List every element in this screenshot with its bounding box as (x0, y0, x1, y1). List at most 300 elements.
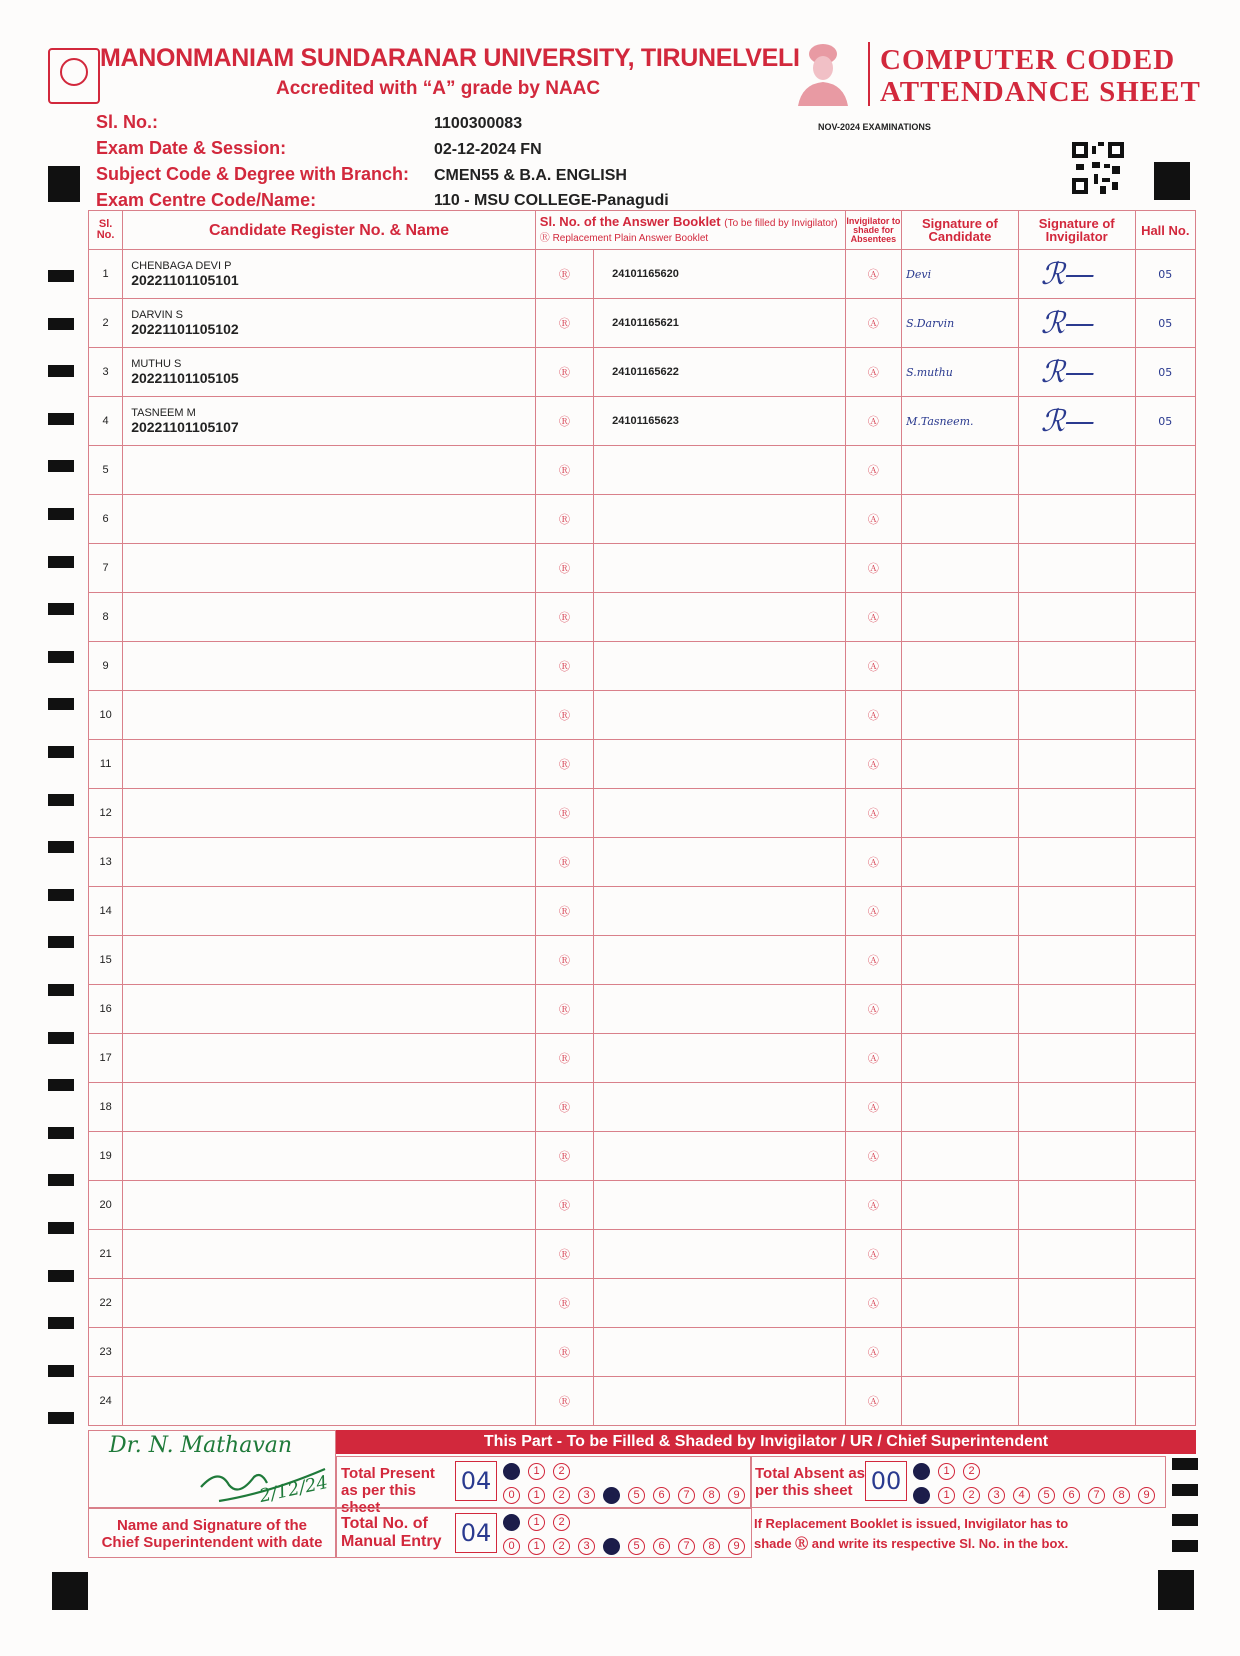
candidate-cell (123, 936, 536, 985)
timing-tick (48, 270, 74, 282)
replacement-bubble[interactable]: Ⓡ (535, 593, 593, 642)
timing-tick (48, 794, 74, 806)
answer-booklet-no[interactable]: 24101165623 (594, 397, 846, 446)
digit-bubble[interactable]: 8 (703, 1487, 720, 1504)
candidate-signature (902, 887, 1019, 936)
hall-no (1135, 1034, 1195, 1083)
answer-booklet-no[interactable] (594, 838, 846, 887)
row-sl-no: 18 (89, 1083, 123, 1132)
timing-tick (48, 556, 74, 568)
absent-bubble[interactable]: Ⓐ (845, 1034, 901, 1083)
answer-booklet-no[interactable] (594, 691, 846, 740)
header-hall: Hall No. (1135, 211, 1195, 250)
timing-tick (48, 1127, 74, 1139)
chief-handwritten-name: Dr. N. Mathavan (109, 1433, 293, 1458)
digit-bubble[interactable]: 7 (678, 1487, 695, 1504)
manual-entry-value: 04 (455, 1513, 497, 1553)
header-divider (868, 42, 870, 106)
candidate-cell (123, 446, 536, 495)
invigilator-signature (1018, 740, 1135, 789)
answer-booklet-no[interactable] (594, 740, 846, 789)
table-row (89, 348, 1196, 397)
absent-bubble[interactable]: Ⓐ (845, 397, 901, 446)
total-present-label: Total Present as per this sheet (341, 1465, 435, 1516)
hall-no (1135, 495, 1195, 544)
timing-tick (48, 1412, 74, 1424)
absent-bubble[interactable]: Ⓐ (845, 1083, 901, 1132)
timing-tick (48, 841, 74, 853)
candidate-register-no: 20221101105102 (131, 321, 239, 337)
hall-no (1135, 887, 1195, 936)
hall-no (1135, 838, 1195, 887)
absent-bubble[interactable]: Ⓐ (845, 789, 901, 838)
candidate-cell (123, 299, 536, 348)
candidate-signature (902, 1377, 1019, 1426)
replacement-bubble[interactable]: Ⓡ (535, 642, 593, 691)
alignment-mark (1158, 1570, 1194, 1610)
timing-tick (1172, 1540, 1198, 1552)
digit-bubble[interactable]: 0 (913, 1463, 930, 1480)
replacement-bubble[interactable]: Ⓡ (535, 1132, 593, 1181)
attendance-table (88, 210, 1196, 1426)
table-row (89, 789, 1196, 838)
answer-booklet-no[interactable]: 24101165620 (594, 250, 846, 299)
timing-tick (48, 1270, 74, 1282)
hall-no (1135, 789, 1195, 838)
absent-bubble[interactable]: Ⓐ (845, 495, 901, 544)
timing-tick (48, 936, 74, 948)
row-sl-no: 6 (89, 495, 123, 544)
candidate-signature (902, 936, 1019, 985)
absent-bubble[interactable]: Ⓐ (845, 348, 901, 397)
digit-bubble[interactable]: 6 (653, 1538, 670, 1555)
field-value-subject-code: CMEN55 & B.A. ENGLISH (434, 167, 627, 184)
exam-session-note: NOV-2024 EXAMINATIONS (818, 122, 931, 132)
digit-bubble[interactable]: 0 (503, 1514, 520, 1531)
invigilator-signature: ℛ— (1018, 397, 1135, 446)
total-present-tens-bubbles[interactable] (503, 1461, 578, 1480)
invigilator-signature: ℛ— (1018, 348, 1135, 397)
hall-no (1135, 1279, 1195, 1328)
replacement-bubble[interactable]: Ⓡ (535, 691, 593, 740)
absent-bubble[interactable]: Ⓐ (845, 936, 901, 985)
candidate-cell (123, 397, 536, 446)
replacement-bubble[interactable]: Ⓡ (535, 544, 593, 593)
absent-bubble[interactable]: Ⓐ (845, 691, 901, 740)
timing-tick (1172, 1458, 1198, 1470)
digit-bubble[interactable]: 2 (553, 1487, 570, 1504)
invigilator-signature (1018, 593, 1135, 642)
sheet-title (880, 44, 1201, 108)
digit-bubble[interactable]: 4 (1013, 1487, 1030, 1504)
candidate-signature (902, 985, 1019, 1034)
digit-bubble[interactable]: 5 (628, 1487, 645, 1504)
total-absent-label: Total Absent as per this sheet (755, 1465, 866, 1499)
manual-entry-units-bubbles[interactable] (503, 1536, 753, 1555)
replacement-bubble[interactable]: Ⓡ (535, 1279, 593, 1328)
absent-bubble[interactable]: Ⓐ (845, 1377, 901, 1426)
candidate-cell (123, 1181, 536, 1230)
candidate-register-no: 20221101105107 (131, 419, 239, 435)
total-absent-tens-bubbles[interactable] (913, 1461, 988, 1480)
table-row (89, 250, 1196, 299)
answer-booklet-no[interactable] (594, 642, 846, 691)
replacement-bubble[interactable]: Ⓡ (535, 495, 593, 544)
hall-no (1135, 642, 1195, 691)
header-booklet-main: Sl. No. of the Answer Booklet (539, 214, 721, 229)
hall-no: 05 (1135, 348, 1195, 397)
candidate-register-no: 20221101105101 (131, 272, 239, 288)
invigilator-signature (1018, 1034, 1135, 1083)
digit-bubble[interactable]: 1 (528, 1514, 545, 1531)
invigilator-signature (1018, 544, 1135, 593)
absent-bubble[interactable]: Ⓐ (845, 593, 901, 642)
replacement-bubble[interactable]: Ⓡ (535, 1034, 593, 1083)
answer-booklet-no[interactable] (594, 1181, 846, 1230)
invigilator-signature: ℛ— (1018, 250, 1135, 299)
field-label-exam-centre: Exam Centre Code/Name: (96, 190, 317, 210)
replacement-bubble[interactable]: Ⓡ (535, 1181, 593, 1230)
replacement-bubble[interactable]: Ⓡ (535, 397, 593, 446)
candidate-signature (902, 1034, 1019, 1083)
field-value-exam-date: 02-12-2024 FN (434, 141, 542, 158)
replacement-bubble[interactable]: Ⓡ (535, 446, 593, 495)
field-value-sl-no: 1100300083 (434, 115, 523, 132)
candidate-cell (123, 838, 536, 887)
row-sl-no: 4 (89, 397, 123, 446)
candidate-signature (902, 1230, 1019, 1279)
digit-bubble[interactable]: 6 (653, 1487, 670, 1504)
candidate-signature: S.muthu (902, 348, 1019, 397)
digit-bubble[interactable]: 9 (728, 1538, 745, 1555)
absent-bubble[interactable]: Ⓐ (845, 446, 901, 495)
replacement-bubble[interactable]: Ⓡ (535, 887, 593, 936)
hall-no (1135, 446, 1195, 495)
founder-portrait (794, 40, 852, 106)
digit-bubble[interactable]: 3 (988, 1487, 1005, 1504)
candidate-signature (902, 691, 1019, 740)
replacement-bubble[interactable]: Ⓡ (535, 299, 593, 348)
candidate-cell (123, 1034, 536, 1083)
table-row (89, 838, 1196, 887)
header-sig-candidate: Signature of Candidate (902, 211, 1019, 250)
candidate-name: DARVIN S (131, 309, 183, 321)
row-sl-no: 14 (89, 887, 123, 936)
digit-bubble[interactable]: 2 (553, 1514, 570, 1531)
table-row (89, 495, 1196, 544)
answer-booklet-no[interactable] (594, 1132, 846, 1181)
digit-bubble[interactable]: 5 (1038, 1487, 1055, 1504)
candidate-cell (123, 1230, 536, 1279)
header-booklet-sub: Ⓡ Replacement Plain Answer Booklet (539, 233, 709, 244)
hall-no (1135, 593, 1195, 642)
timing-tick (1172, 1514, 1198, 1526)
replacement-bubble[interactable]: Ⓡ (535, 936, 593, 985)
answer-booklet-no[interactable] (594, 936, 846, 985)
table-row (89, 1279, 1196, 1328)
candidate-name: MUTHU S (131, 358, 182, 370)
digit-bubble[interactable]: 3 (578, 1487, 595, 1504)
answer-booklet-no[interactable] (594, 593, 846, 642)
header-absentees: Invigilator to shade for Absentees (845, 211, 901, 250)
digit-bubble[interactable]: 9 (728, 1487, 745, 1504)
table-row (89, 397, 1196, 446)
table-row (89, 593, 1196, 642)
invigilator-signature (1018, 985, 1135, 1034)
timing-tick (48, 1174, 74, 1186)
timing-tick (48, 1079, 74, 1091)
digit-bubble[interactable]: 1 (938, 1487, 955, 1504)
timing-tick (48, 984, 74, 996)
table-header (89, 211, 1196, 250)
total-present-units-bubbles[interactable] (503, 1485, 753, 1504)
invigilator-signature (1018, 1083, 1135, 1132)
university-logo (48, 48, 100, 104)
answer-booklet-no[interactable] (594, 495, 846, 544)
answer-booklet-no[interactable] (594, 985, 846, 1034)
answer-booklet-no[interactable] (594, 1279, 846, 1328)
absent-bubble[interactable]: Ⓐ (845, 1279, 901, 1328)
invigilator-signature (1018, 495, 1135, 544)
candidate-cell (123, 985, 536, 1034)
candidate-signature (902, 642, 1019, 691)
table-row (89, 642, 1196, 691)
hall-no (1135, 1328, 1195, 1377)
digit-bubble[interactable]: 2 (963, 1487, 980, 1504)
row-sl-no: 13 (89, 838, 123, 887)
hall-no: 05 (1135, 397, 1195, 446)
replacement-note: If Replacement Booklet is issued, Invigilator has to shade Ⓡ and write its respective Sl. No. in the box. (754, 1516, 1069, 1551)
total-absent-value: 00 (865, 1461, 907, 1501)
replacement-bubble[interactable]: Ⓡ (535, 1377, 593, 1426)
row-sl-no: 21 (89, 1230, 123, 1279)
invigilator-signature (1018, 838, 1135, 887)
candidate-signature (902, 740, 1019, 789)
invigilator-signature (1018, 1230, 1135, 1279)
digit-bubble[interactable]: 7 (1088, 1487, 1105, 1504)
invigilator-signature (1018, 887, 1135, 936)
row-sl-no: 3 (89, 348, 123, 397)
digit-bubble[interactable]: 8 (703, 1538, 720, 1555)
table-row (89, 1328, 1196, 1377)
digit-bubble[interactable]: 0 (913, 1487, 930, 1504)
digit-bubble[interactable]: 0 (503, 1463, 520, 1480)
absent-bubble[interactable]: Ⓐ (845, 299, 901, 348)
absent-bubble[interactable]: Ⓐ (845, 887, 901, 936)
hall-no (1135, 740, 1195, 789)
row-sl-no: 24 (89, 1377, 123, 1426)
sheet-title-line1: COMPUTER CODED (880, 44, 1176, 76)
chief-label-box (88, 1508, 336, 1558)
digit-bubble[interactable]: 9 (1138, 1487, 1155, 1504)
hall-no (1135, 1181, 1195, 1230)
timing-tick (48, 1032, 74, 1044)
timing-tick (48, 365, 74, 377)
table-row (89, 299, 1196, 348)
row-sl-no: 22 (89, 1279, 123, 1328)
answer-booklet-no[interactable] (594, 446, 846, 495)
answer-booklet-no[interactable] (594, 544, 846, 593)
absent-bubble[interactable]: Ⓐ (845, 1181, 901, 1230)
absent-bubble[interactable]: Ⓐ (845, 544, 901, 593)
digit-bubble[interactable]: 0 (503, 1487, 520, 1504)
replacement-bubble[interactable]: Ⓡ (535, 1328, 593, 1377)
table-row (89, 1230, 1196, 1279)
digit-bubble[interactable]: 2 (553, 1463, 570, 1480)
answer-booklet-no[interactable] (594, 1034, 846, 1083)
timing-tick (48, 508, 74, 520)
timing-tick (48, 698, 74, 710)
row-sl-no: 5 (89, 446, 123, 495)
candidate-signature: S.Darvin (902, 299, 1019, 348)
candidate-cell (123, 691, 536, 740)
candidate-signature (902, 1279, 1019, 1328)
digit-bubble[interactable]: 1 (528, 1463, 545, 1480)
replacement-bubble[interactable]: Ⓡ (535, 348, 593, 397)
table-row (89, 1377, 1196, 1426)
hall-no: 05 (1135, 299, 1195, 348)
replacement-bubble[interactable]: Ⓡ (535, 985, 593, 1034)
hall-no (1135, 691, 1195, 740)
replacement-bubble[interactable]: Ⓡ (535, 250, 593, 299)
absent-bubble[interactable]: Ⓐ (845, 642, 901, 691)
digit-bubble[interactable]: 6 (1063, 1487, 1080, 1504)
timing-tick (48, 889, 74, 901)
table-row (89, 691, 1196, 740)
absent-bubble[interactable]: Ⓐ (845, 250, 901, 299)
candidate-cell (123, 1328, 536, 1377)
table-row (89, 1132, 1196, 1181)
total-absent-units-bubbles[interactable] (913, 1485, 1163, 1504)
candidate-name: TASNEEM M (131, 407, 196, 419)
row-sl-no: 12 (89, 789, 123, 838)
replacement-bubble[interactable]: Ⓡ (535, 1230, 593, 1279)
digit-bubble[interactable]: 5 (628, 1538, 645, 1555)
hall-no (1135, 1230, 1195, 1279)
row-sl-no: 15 (89, 936, 123, 985)
invigilator-signature (1018, 1328, 1135, 1377)
digit-bubble[interactable]: 2 (553, 1538, 570, 1555)
hall-no (1135, 544, 1195, 593)
row-sl-no: 7 (89, 544, 123, 593)
answer-booklet-no[interactable] (594, 789, 846, 838)
manual-entry-box (336, 1508, 752, 1558)
timing-tick (48, 1222, 74, 1234)
answer-booklet-no[interactable]: 24101165622 (594, 348, 846, 397)
digit-bubble[interactable]: 7 (678, 1538, 695, 1555)
candidate-signature (902, 495, 1019, 544)
candidate-signature: M.Tasneem. (902, 397, 1019, 446)
row-sl-no: 8 (89, 593, 123, 642)
table-row (89, 1034, 1196, 1083)
timing-tick (48, 1365, 74, 1377)
answer-booklet-no[interactable]: 24101165621 (594, 299, 846, 348)
answer-booklet-no[interactable] (594, 1230, 846, 1279)
replacement-bubble[interactable]: Ⓡ (535, 1083, 593, 1132)
row-sl-no: 20 (89, 1181, 123, 1230)
candidate-cell (123, 789, 536, 838)
absent-bubble[interactable]: Ⓐ (845, 1132, 901, 1181)
timing-tick (48, 460, 74, 472)
candidate-signature (902, 446, 1019, 495)
header-booklet-hint: (To be filled by Invigilator) (724, 218, 838, 229)
digit-bubble[interactable]: 4 (603, 1538, 620, 1555)
timing-tick (48, 746, 74, 758)
answer-booklet-no[interactable] (594, 1377, 846, 1426)
invigilator-signature (1018, 1132, 1135, 1181)
candidate-cell (123, 1279, 536, 1328)
qr-code (1072, 142, 1124, 194)
manual-entry-tens-bubbles[interactable] (503, 1512, 578, 1531)
digit-bubble[interactable]: 1 (938, 1463, 955, 1480)
header-candidate: Candidate Register No. & Name (123, 211, 536, 250)
candidate-cell (123, 250, 536, 299)
candidate-cell (123, 1083, 536, 1132)
row-sl-no: 17 (89, 1034, 123, 1083)
sheet-title-line2: ATTENDANCE SHEET (880, 76, 1201, 108)
hall-no: 05 (1135, 250, 1195, 299)
row-sl-no: 1 (89, 250, 123, 299)
candidate-name: CHENBAGA DEVI P (131, 260, 232, 272)
row-sl-no: 19 (89, 1132, 123, 1181)
answer-booklet-no[interactable] (594, 887, 846, 936)
absent-bubble[interactable]: Ⓐ (845, 838, 901, 887)
field-label-exam-date: Exam Date & Session: (96, 138, 287, 158)
replacement-bubble[interactable]: Ⓡ (535, 838, 593, 887)
digit-bubble[interactable]: 2 (963, 1463, 980, 1480)
digit-bubble[interactable]: 8 (1113, 1487, 1130, 1504)
answer-booklet-no[interactable] (594, 1328, 846, 1377)
timing-tick (48, 1317, 74, 1329)
candidate-cell (123, 544, 536, 593)
row-sl-no: 10 (89, 691, 123, 740)
replacement-bubble[interactable]: Ⓡ (535, 789, 593, 838)
absent-bubble[interactable]: Ⓐ (845, 985, 901, 1034)
university-name: MANONMANIAM SUNDARANAR UNIVERSITY, TIRUNELVELI (100, 44, 800, 72)
field-label-sl-no: Sl. No.: (96, 112, 158, 132)
candidate-signature (902, 1083, 1019, 1132)
invigilator-signature (1018, 642, 1135, 691)
hall-no (1135, 936, 1195, 985)
timing-tick (48, 603, 74, 615)
candidate-cell (123, 1377, 536, 1426)
row-sl-no: 11 (89, 740, 123, 789)
invigilator-signature (1018, 446, 1135, 495)
digit-bubble[interactable]: 1 (528, 1538, 545, 1555)
table-row (89, 985, 1196, 1034)
row-sl-no: 2 (89, 299, 123, 348)
digit-bubble[interactable]: 0 (503, 1538, 520, 1555)
absent-bubble[interactable]: Ⓐ (845, 1230, 901, 1279)
candidate-signature (902, 1132, 1019, 1181)
digit-bubble[interactable]: 4 (603, 1487, 620, 1504)
table-row (89, 936, 1196, 985)
invigilator-signature (1018, 1377, 1135, 1426)
digit-bubble[interactable]: 3 (578, 1538, 595, 1555)
candidate-signature (902, 1328, 1019, 1377)
candidate-signature (902, 593, 1019, 642)
absent-bubble[interactable]: Ⓐ (845, 740, 901, 789)
candidate-cell (123, 495, 536, 544)
digit-bubble[interactable]: 1 (528, 1487, 545, 1504)
chief-signature-area (88, 1430, 336, 1508)
absent-bubble[interactable]: Ⓐ (845, 1328, 901, 1377)
replacement-bubble[interactable]: Ⓡ (535, 740, 593, 789)
answer-booklet-no[interactable] (594, 1083, 846, 1132)
candidate-cell (123, 593, 536, 642)
manual-entry-label: Total No. of Manual Entry (341, 1515, 442, 1550)
table-row (89, 1181, 1196, 1230)
